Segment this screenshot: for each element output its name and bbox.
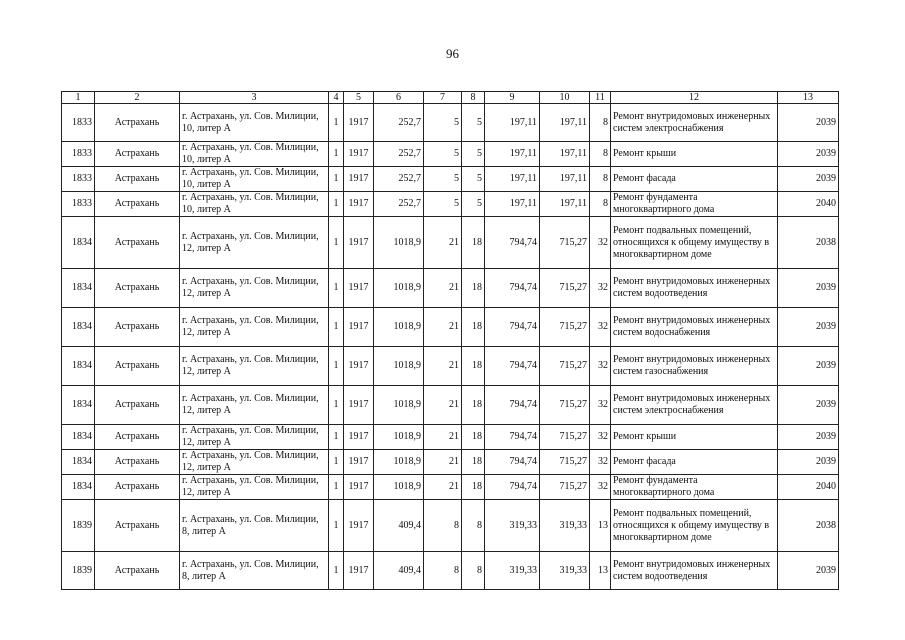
cell-c10: 715,27: [540, 425, 590, 450]
table-row: [62, 386, 839, 425]
table-row: [62, 450, 839, 475]
cell-address: г. Астрахань, ул. Сов. Милиции, 8, литер А: [180, 552, 329, 590]
cell-id: 1834: [62, 386, 95, 425]
cell-city: Астрахань: [95, 217, 180, 269]
cell-deadline: 2039: [778, 450, 839, 475]
cell-c9: 319,33: [485, 552, 540, 590]
cell-address: г. Астрахань, ул. Сов. Милиции, 8, литер А: [180, 500, 329, 552]
cell-work: Ремонт крыши: [611, 425, 778, 450]
cell-c11: 32: [590, 425, 611, 450]
cell-work: Ремонт внутридомовых инженерных систем водоснабжения: [611, 308, 778, 347]
cell-c11: 32: [590, 269, 611, 308]
cell-deadline: 2039: [778, 425, 839, 450]
cell-c7: 21: [424, 386, 462, 425]
cell-c4: 1: [329, 217, 344, 269]
cell-id: 1833: [62, 167, 95, 192]
cell-address: г. Астрахань, ул. Сов. Милиции, 12, литер А: [180, 217, 329, 269]
column-header: 6: [374, 92, 424, 104]
cell-c4: 1: [329, 347, 344, 386]
cell-area: 409,4: [374, 500, 424, 552]
cell-city: Астрахань: [95, 386, 180, 425]
column-number-row: [62, 92, 839, 104]
cell-id: 1839: [62, 552, 95, 590]
cell-c9: 794,74: [485, 475, 540, 500]
cell-deadline: 2039: [778, 269, 839, 308]
table-row: [62, 308, 839, 347]
cell-c10: 715,27: [540, 347, 590, 386]
cell-year: 1917: [344, 167, 374, 192]
cell-area: 252,7: [374, 192, 424, 217]
cell-c8: 18: [462, 347, 485, 386]
cell-c9: 197,11: [485, 142, 540, 167]
cell-c9: 794,74: [485, 269, 540, 308]
cell-address: г. Астрахань, ул. Сов. Милиции, 10, литер А: [180, 167, 329, 192]
cell-c8: 5: [462, 192, 485, 217]
cell-c9: 197,11: [485, 167, 540, 192]
cell-c4: 1: [329, 167, 344, 192]
cell-c9: 319,33: [485, 500, 540, 552]
cell-city: Астрахань: [95, 347, 180, 386]
cell-work: Ремонт внутридомовых инженерных систем электроснабжения: [611, 386, 778, 425]
cell-c8: 8: [462, 500, 485, 552]
cell-work: Ремонт подвальных помещений, относящихся к общему имуществу в многоквартирном доме: [611, 500, 778, 552]
cell-c9: 197,11: [485, 104, 540, 142]
cell-deadline: 2039: [778, 386, 839, 425]
cell-city: Астрахань: [95, 167, 180, 192]
cell-c8: 18: [462, 386, 485, 425]
cell-city: Астрахань: [95, 269, 180, 308]
cell-city: Астрахань: [95, 192, 180, 217]
cell-c7: 5: [424, 142, 462, 167]
cell-work: Ремонт крыши: [611, 142, 778, 167]
cell-deadline: 2039: [778, 142, 839, 167]
cell-address: г. Астрахань, ул. Сов. Милиции, 12, литер А: [180, 308, 329, 347]
cell-c11: 8: [590, 104, 611, 142]
column-header: 3: [180, 92, 329, 104]
cell-deadline: 2040: [778, 475, 839, 500]
cell-city: Астрахань: [95, 500, 180, 552]
cell-work: Ремонт фасада: [611, 450, 778, 475]
table-row: [62, 475, 839, 500]
cell-c8: 18: [462, 217, 485, 269]
cell-id: 1834: [62, 425, 95, 450]
cell-c8: 18: [462, 475, 485, 500]
cell-c7: 5: [424, 192, 462, 217]
cell-c11: 8: [590, 167, 611, 192]
cell-work: Ремонт внутридомовых инженерных систем водоотведения: [611, 269, 778, 308]
cell-id: 1834: [62, 347, 95, 386]
cell-city: Астрахань: [95, 104, 180, 142]
cell-address: г. Астрахань, ул. Сов. Милиции, 12, литер А: [180, 347, 329, 386]
cell-c11: 32: [590, 217, 611, 269]
cell-year: 1917: [344, 552, 374, 590]
cell-year: 1917: [344, 269, 374, 308]
cell-c10: 197,11: [540, 192, 590, 217]
cell-c4: 1: [329, 386, 344, 425]
cell-area: 1018,9: [374, 475, 424, 500]
cell-work: Ремонт фундамента многоквартирного дома: [611, 475, 778, 500]
cell-c10: 319,33: [540, 500, 590, 552]
cell-deadline: 2038: [778, 217, 839, 269]
cell-c4: 1: [329, 104, 344, 142]
table-row: [62, 192, 839, 217]
cell-id: 1834: [62, 475, 95, 500]
cell-c7: 5: [424, 104, 462, 142]
cell-address: г. Астрахань, ул. Сов. Милиции, 12, литер А: [180, 450, 329, 475]
cell-area: 1018,9: [374, 217, 424, 269]
column-header: 10: [540, 92, 590, 104]
cell-area: 252,7: [374, 104, 424, 142]
cell-year: 1917: [344, 217, 374, 269]
cell-id: 1839: [62, 500, 95, 552]
cell-c8: 18: [462, 425, 485, 450]
cell-c8: 5: [462, 104, 485, 142]
cell-c7: 8: [424, 500, 462, 552]
cell-id: 1833: [62, 104, 95, 142]
cell-c8: 18: [462, 308, 485, 347]
cell-year: 1917: [344, 475, 374, 500]
cell-deadline: 2039: [778, 104, 839, 142]
cell-area: 1018,9: [374, 450, 424, 475]
cell-city: Астрахань: [95, 142, 180, 167]
cell-deadline: 2038: [778, 500, 839, 552]
cell-year: 1917: [344, 104, 374, 142]
cell-city: Астрахань: [95, 308, 180, 347]
cell-c10: 715,27: [540, 450, 590, 475]
cell-c8: 5: [462, 167, 485, 192]
table-body: [62, 104, 839, 590]
cell-c9: 197,11: [485, 192, 540, 217]
cell-c8: 18: [462, 269, 485, 308]
cell-c9: 794,74: [485, 425, 540, 450]
cell-c8: 8: [462, 552, 485, 590]
cell-c11: 13: [590, 552, 611, 590]
cell-address: г. Астрахань, ул. Сов. Милиции, 12, литер А: [180, 386, 329, 425]
cell-c10: 197,11: [540, 142, 590, 167]
cell-area: 409,4: [374, 552, 424, 590]
cell-c9: 794,74: [485, 308, 540, 347]
cell-address: г. Астрахань, ул. Сов. Милиции, 12, литер А: [180, 269, 329, 308]
cell-year: 1917: [344, 192, 374, 217]
cell-area: 1018,9: [374, 269, 424, 308]
cell-c11: 32: [590, 308, 611, 347]
cell-work: Ремонт внутридомовых инженерных систем газоснабжения: [611, 347, 778, 386]
cell-c4: 1: [329, 500, 344, 552]
cell-c9: 794,74: [485, 450, 540, 475]
cell-c11: 32: [590, 347, 611, 386]
cell-work: Ремонт фундамента многоквартирного дома: [611, 192, 778, 217]
table-row: [62, 142, 839, 167]
housing-repair-table: [61, 91, 839, 590]
cell-address: г. Астрахань, ул. Сов. Милиции, 10, литер А: [180, 104, 329, 142]
cell-c11: 32: [590, 450, 611, 475]
column-header: 8: [462, 92, 485, 104]
cell-c11: 32: [590, 386, 611, 425]
cell-city: Астрахань: [95, 425, 180, 450]
column-header: 12: [611, 92, 778, 104]
cell-year: 1917: [344, 142, 374, 167]
cell-c7: 21: [424, 425, 462, 450]
cell-c10: 197,11: [540, 104, 590, 142]
cell-deadline: 2039: [778, 552, 839, 590]
column-header: 5: [344, 92, 374, 104]
table-row: [62, 104, 839, 142]
cell-c11: 8: [590, 142, 611, 167]
cell-c9: 794,74: [485, 347, 540, 386]
column-header: 2: [95, 92, 180, 104]
cell-c10: 715,27: [540, 386, 590, 425]
cell-c10: 319,33: [540, 552, 590, 590]
cell-c10: 715,27: [540, 269, 590, 308]
cell-area: 252,7: [374, 142, 424, 167]
cell-c9: 794,74: [485, 386, 540, 425]
cell-area: 1018,9: [374, 425, 424, 450]
cell-address: г. Астрахань, ул. Сов. Милиции, 10, литер А: [180, 192, 329, 217]
cell-c9: 794,74: [485, 217, 540, 269]
cell-work: Ремонт фасада: [611, 167, 778, 192]
cell-address: г. Астрахань, ул. Сов. Милиции, 10, литер А: [180, 142, 329, 167]
table-row: [62, 167, 839, 192]
cell-city: Астрахань: [95, 450, 180, 475]
cell-work: Ремонт внутридомовых инженерных систем водоотведения: [611, 552, 778, 590]
column-header: 13: [778, 92, 839, 104]
table-row: [62, 425, 839, 450]
column-header: 4: [329, 92, 344, 104]
cell-c7: 21: [424, 475, 462, 500]
cell-year: 1917: [344, 308, 374, 347]
column-header: 9: [485, 92, 540, 104]
cell-address: г. Астрахань, ул. Сов. Милиции, 12, литер А: [180, 425, 329, 450]
page-number: 96: [446, 46, 459, 61]
cell-c11: 8: [590, 192, 611, 217]
cell-deadline: 2040: [778, 192, 839, 217]
cell-deadline: 2039: [778, 308, 839, 347]
table-row: [62, 347, 839, 386]
table-row: [62, 217, 839, 269]
cell-work: Ремонт внутридомовых инженерных систем электроснабжения: [611, 104, 778, 142]
cell-year: 1917: [344, 347, 374, 386]
cell-area: 1018,9: [374, 386, 424, 425]
cell-area: 1018,9: [374, 347, 424, 386]
cell-deadline: 2039: [778, 347, 839, 386]
table-row: [62, 269, 839, 308]
cell-id: 1834: [62, 308, 95, 347]
cell-c8: 18: [462, 450, 485, 475]
cell-c4: 1: [329, 269, 344, 308]
cell-c11: 32: [590, 475, 611, 500]
table-row: [62, 500, 839, 552]
cell-work: Ремонт подвальных помещений, относящихся к общему имуществу в многоквартирном доме: [611, 217, 778, 269]
cell-id: 1834: [62, 269, 95, 308]
cell-c7: 21: [424, 450, 462, 475]
cell-id: 1834: [62, 217, 95, 269]
cell-c10: 715,27: [540, 308, 590, 347]
cell-deadline: 2039: [778, 167, 839, 192]
cell-c4: 1: [329, 142, 344, 167]
column-header: 7: [424, 92, 462, 104]
cell-c11: 13: [590, 500, 611, 552]
cell-year: 1917: [344, 450, 374, 475]
cell-c10: 715,27: [540, 475, 590, 500]
cell-c4: 1: [329, 308, 344, 347]
cell-id: 1833: [62, 192, 95, 217]
cell-c10: 715,27: [540, 217, 590, 269]
cell-city: Астрахань: [95, 475, 180, 500]
column-header: 1: [62, 92, 95, 104]
table-row: [62, 552, 839, 590]
cell-address: г. Астрахань, ул. Сов. Милиции, 12, литер А: [180, 475, 329, 500]
cell-id: 1833: [62, 142, 95, 167]
cell-c8: 5: [462, 142, 485, 167]
cell-c4: 1: [329, 475, 344, 500]
cell-area: 252,7: [374, 167, 424, 192]
cell-city: Астрахань: [95, 552, 180, 590]
cell-c4: 1: [329, 450, 344, 475]
cell-year: 1917: [344, 386, 374, 425]
cell-c7: 8: [424, 552, 462, 590]
cell-year: 1917: [344, 425, 374, 450]
cell-year: 1917: [344, 500, 374, 552]
cell-area: 1018,9: [374, 308, 424, 347]
cell-c4: 1: [329, 425, 344, 450]
cell-c7: 21: [424, 217, 462, 269]
cell-c10: 197,11: [540, 167, 590, 192]
cell-c7: 21: [424, 269, 462, 308]
cell-c7: 21: [424, 308, 462, 347]
column-header: 11: [590, 92, 611, 104]
cell-c7: 21: [424, 347, 462, 386]
cell-id: 1834: [62, 450, 95, 475]
cell-c4: 1: [329, 192, 344, 217]
cell-c4: 1: [329, 552, 344, 590]
cell-c7: 5: [424, 167, 462, 192]
